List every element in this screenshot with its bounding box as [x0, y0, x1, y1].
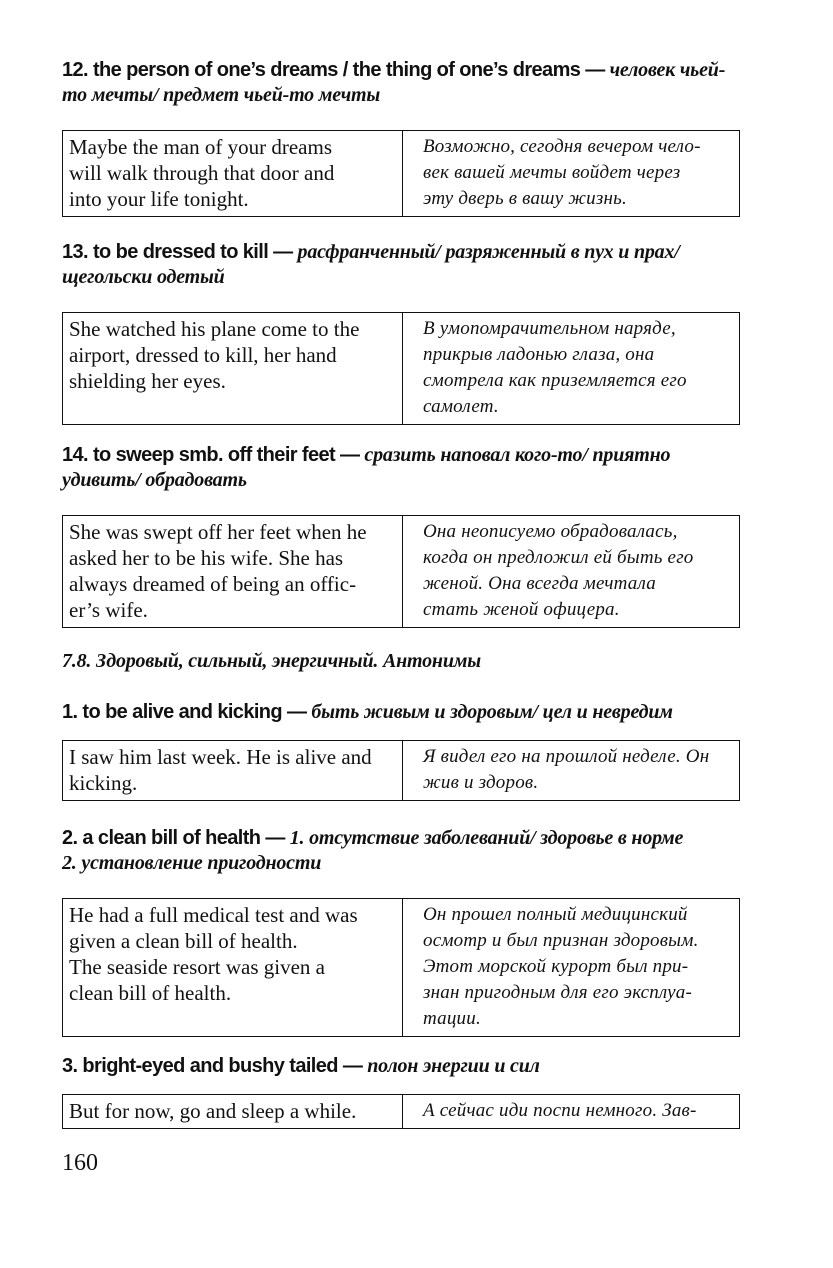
- heading-ru: человек чьей-: [609, 59, 726, 81]
- example-line: I saw him last week. He is alive and: [69, 745, 372, 769]
- heading-ru-line2: то мечты/ предмет чьей-то мечты: [62, 84, 381, 106]
- example-line: will walk through that door and: [69, 161, 335, 185]
- example-russian: [403, 899, 739, 1036]
- heading-en: 2. a clean bill of health —: [62, 827, 285, 849]
- entry-heading-1: [62, 700, 752, 725]
- example-russian: [403, 313, 739, 424]
- entry-heading-3: [62, 1054, 752, 1079]
- example-table-1: [62, 740, 740, 801]
- example-english: [63, 1095, 403, 1128]
- heading-ru-line2: 2. установление пригодности: [62, 852, 322, 874]
- example-english: [63, 313, 403, 424]
- heading-en: 12. the person of one’s dreams / the thing of one’s dreams —: [62, 59, 605, 81]
- example-line: тации.: [423, 1008, 481, 1029]
- example-line: женой. Она всегда мечтала: [423, 573, 656, 594]
- example-english: [63, 741, 403, 800]
- page-number: 160: [62, 1150, 98, 1176]
- example-line: В умопомрачительном наряде,: [423, 318, 676, 339]
- example-line: когда он предложил ей быть его: [423, 547, 694, 568]
- example-line: самолет.: [423, 396, 499, 417]
- example-line: airport, dressed to kill, her hand: [69, 343, 337, 367]
- heading-en: 13. to be dressed to kill —: [62, 241, 293, 263]
- entry-heading-2: [62, 826, 752, 876]
- entry-heading-13: [62, 240, 752, 290]
- example-line: kicking.: [69, 771, 138, 795]
- heading-en: 14. to sweep smb. off their feet —: [62, 444, 360, 466]
- heading-ru: расфранченный/ разряженный в пух и прах/: [297, 241, 680, 263]
- entry-heading-12: [62, 58, 752, 108]
- example-line: Maybe the man of your dreams: [69, 135, 333, 159]
- example-line: shielding her eyes.: [69, 369, 226, 393]
- heading-ru: 1. отсутствие заболеваний/ здоровье в норме: [289, 827, 684, 849]
- example-line: век вашей мечты войдет через: [423, 162, 681, 183]
- heading-ru: сразить наповал кого-то/ приятно: [364, 444, 671, 466]
- heading-ru: быть живым и здоровым/ цел и невредим: [311, 701, 673, 723]
- example-line: осмотр и был признан здоровым.: [423, 930, 699, 951]
- example-line: er’s wife.: [69, 598, 148, 622]
- example-table-13: [62, 312, 740, 425]
- heading-ru: полон энергии и сил: [367, 1055, 540, 1077]
- example-line: into your life tonight.: [69, 187, 249, 211]
- example-line: жив и здоров.: [423, 772, 539, 793]
- example-line: Я видел его на прошлой неделе. Он: [423, 746, 710, 767]
- example-line: эту дверь в вашу жизнь.: [423, 188, 627, 209]
- example-line: Возможно, сегодня вечером чело-: [423, 136, 701, 157]
- heading-en: 3. bright-eyed and bushy tailed —: [62, 1055, 363, 1077]
- section-title: 7.8. Здоровый, сильный, энергичный. Антонимы: [62, 650, 481, 672]
- example-russian: [403, 131, 739, 216]
- example-line: Он прошел полный медицинский: [423, 904, 688, 925]
- example-line: А сейчас иди поспи немного. Зав-: [423, 1100, 697, 1121]
- example-line: But for now, go and sleep a while.: [69, 1099, 357, 1123]
- example-line: clean bill of health.: [69, 981, 232, 1005]
- heading-en: 1. to be alive and kicking —: [62, 701, 307, 723]
- example-table-14: [62, 515, 740, 628]
- example-table-12: [62, 130, 740, 217]
- example-line: знан пригодным для его эксплуа-: [423, 982, 692, 1003]
- example-line: always dreamed of being an offic-: [69, 572, 357, 596]
- example-russian: [403, 1095, 739, 1128]
- example-line: Этот морской курорт был при-: [423, 956, 689, 977]
- example-line: He had a full medical test and was: [69, 903, 358, 927]
- example-russian: [403, 741, 739, 800]
- example-line: стать женой офицера.: [423, 599, 620, 620]
- example-english: [63, 899, 403, 1036]
- example-line: прикрыв ладонью глаза, она: [423, 344, 655, 365]
- example-russian: [403, 516, 739, 627]
- heading-ru-line2: щегольски одетый: [62, 266, 225, 288]
- example-line: given a clean bill of health.: [69, 929, 298, 953]
- example-line: The seaside resort was given a: [69, 955, 325, 979]
- example-line: смотрела как приземляется его: [423, 370, 687, 391]
- example-english: [63, 516, 403, 627]
- example-line: She watched his plane come to the: [69, 317, 360, 341]
- example-line: She was swept off her feet when he: [69, 520, 367, 544]
- example-english: [63, 131, 403, 216]
- heading-ru-line2: удивить/ обрадовать: [62, 469, 247, 491]
- example-line: asked her to be his wife. She has: [69, 546, 344, 570]
- example-line: Она неописуемо обрадовалась,: [423, 521, 678, 542]
- example-table-2: [62, 898, 740, 1037]
- entry-heading-14: [62, 443, 752, 493]
- example-table-3: [62, 1094, 740, 1129]
